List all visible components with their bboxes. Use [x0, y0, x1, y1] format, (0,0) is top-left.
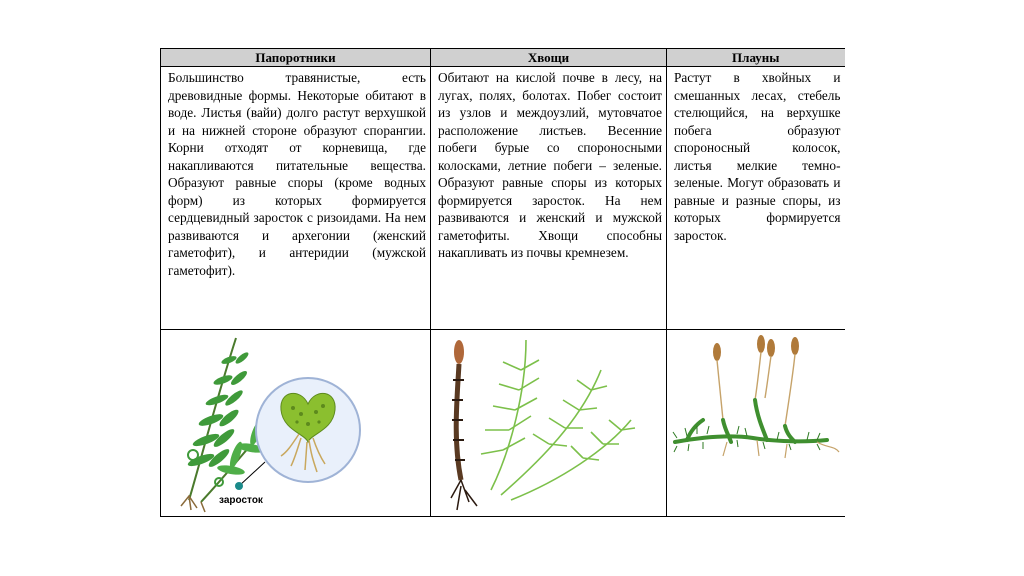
clubmoss-stem-icon — [675, 400, 827, 442]
ferns-description: Большинство травянистые, есть древовидные формы. Некоторые обитают в воде. Листья (вайи) долго растут верхушкой и на нижней стороне образуют спорангии. Корни отходят от корневища, где накапливаются питательные вещества. Образуют равные споры (кроме водных форм) из которых формируется сердцевидный заросток с ризоидами. На нем развиваются и архегонии (женский гаметофит), и антеридии (мужской гаметофит). — [168, 70, 426, 278]
pointer-dot-icon — [235, 482, 243, 490]
ferns-image-cell — [161, 330, 431, 517]
horsetail-illustration — [431, 330, 667, 516]
fern-illustration — [161, 330, 431, 516]
header-clubmosses: Плауны — [667, 49, 845, 67]
clubmosses-description: Растут в хвойных и смешанных лесах, стебель стелющийся, на верхушке побега образуют спороносный колосок, листья мелкие темно-зеленые. Могут образовать и равные и разные споры, из которых формируется заросток. — [674, 70, 841, 243]
ferns-description-cell — [161, 67, 431, 330]
prothallus-illustration — [256, 378, 360, 482]
horsetails-description: Обитают на кислой почве в лесу, на лугах, полях, болотах. Побег состоит из узлов и междоузлий, мутовчатое расположение листьев. Весенние побеги бурые со спороносными колосками, летние побеги – зеленые. Образуют равные споры из которых формируется заросток. На нем развиваются и женский и мужской гаметофиты. Хвощи способны накапливать из почвы кремнезем. — [438, 70, 662, 260]
horsetails-description-cell — [431, 67, 667, 330]
header-ferns: Папоротники — [161, 49, 431, 67]
image-row — [161, 330, 845, 517]
summer-shoot-icon — [481, 340, 635, 500]
header-row — [161, 49, 845, 67]
comparison-table — [160, 48, 845, 517]
description-row — [161, 67, 845, 330]
prothallus-label: заросток — [219, 495, 263, 506]
header-horsetails: Хвощи — [431, 49, 667, 67]
spring-shoot-icon — [451, 340, 477, 510]
clubmoss-illustration — [667, 330, 845, 516]
clubmosses-image-cell — [667, 330, 845, 517]
spore-cone-icon — [713, 335, 799, 361]
clubmosses-description-cell — [667, 67, 845, 330]
horsetails-image-cell — [431, 330, 667, 517]
